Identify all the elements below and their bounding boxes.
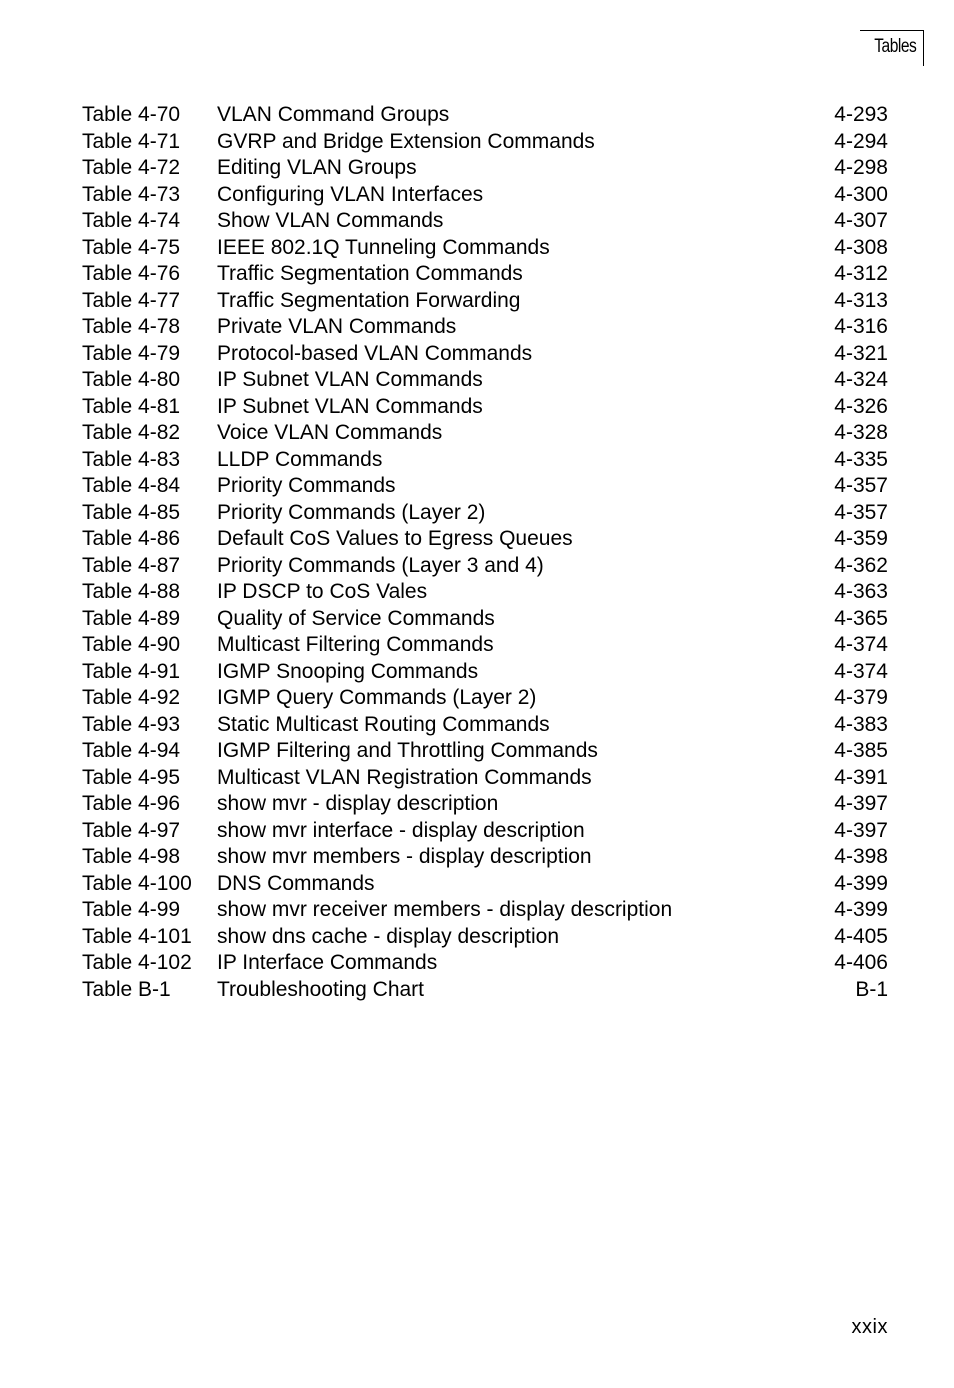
table-title: Private VLAN Commands: [217, 315, 457, 338]
table-title: Priority Commands (Layer 2): [217, 500, 486, 524]
toc-entry[interactable]: [82, 659, 888, 686]
table-title: VLAN Command Groups: [217, 103, 450, 126]
page-number: xxix: [851, 1316, 888, 1338]
table-number: Table 4-71: [82, 129, 181, 153]
toc-entry[interactable]: [82, 235, 888, 262]
toc-entry[interactable]: [82, 765, 888, 792]
toc-entry[interactable]: [82, 844, 888, 871]
page-reference: 4-324: [834, 368, 888, 391]
table-title: IP Subnet VLAN Commands: [217, 368, 483, 391]
table-number: Table 4-91: [82, 659, 181, 683]
table-number: Table 4-78: [82, 315, 181, 338]
toc-entry[interactable]: [82, 341, 888, 368]
page-reference: 4-359: [834, 527, 888, 550]
toc-entry[interactable]: [82, 314, 888, 341]
table-number: Table 4-83: [82, 447, 181, 471]
table-number: Table 4-80: [82, 368, 181, 391]
table-title: IEEE 802.1Q Tunneling Commands: [217, 235, 550, 259]
table-number: Table 4-92: [82, 686, 181, 709]
toc-entry[interactable]: [82, 500, 888, 527]
toc-entry[interactable]: [82, 447, 888, 474]
toc-entry[interactable]: [82, 288, 888, 315]
page-reference: 4-300: [834, 182, 888, 206]
toc-entry[interactable]: [82, 977, 888, 1004]
toc-entry[interactable]: [82, 871, 888, 898]
page-reference: 4-406: [834, 951, 888, 974]
table-title: show mvr members - display description: [217, 845, 592, 868]
table-title: Voice VLAN Commands: [217, 421, 443, 444]
page-reference: 4-391: [834, 765, 888, 789]
table-number: Table 4-94: [82, 739, 181, 762]
page-reference: 4-326: [834, 394, 888, 418]
page-reference: 4-357: [834, 500, 888, 524]
toc-entry[interactable]: [82, 579, 888, 606]
page-reference: 4-397: [834, 792, 888, 815]
page-reference: 4-293: [834, 103, 888, 126]
toc-entry[interactable]: [82, 394, 888, 421]
table-number: Table 4-95: [82, 765, 181, 789]
toc-entry[interactable]: [82, 182, 888, 209]
toc-entry[interactable]: [82, 924, 888, 951]
table-title: Static Multicast Routing Commands: [217, 712, 550, 736]
table-number: Table 4-93: [82, 712, 181, 736]
table-title: IGMP Query Commands (Layer 2): [217, 686, 537, 709]
page-reference: 4-383: [834, 712, 888, 736]
table-title: Quality of Service Commands: [217, 606, 495, 630]
table-number: Table 4-89: [82, 606, 181, 630]
table-number: Table 4-97: [82, 818, 181, 842]
page-reference: 4-399: [834, 898, 888, 921]
table-title: Traffic Segmentation Forwarding: [217, 288, 521, 312]
table-number: Table 4-98: [82, 845, 181, 868]
page-reference: 4-379: [834, 686, 888, 709]
table-number: Table 4-90: [82, 633, 181, 656]
page-reference: 4-398: [834, 845, 888, 868]
page-reference: 4-308: [834, 235, 888, 259]
table-number: Table 4-101: [82, 924, 192, 948]
table-title: show mvr receiver members - display description: [217, 898, 673, 921]
page-reference: 4-307: [834, 209, 888, 232]
table-title: Configuring VLAN Interfaces: [217, 182, 484, 206]
table-number: Table 4-72: [82, 156, 181, 179]
table-title: show mvr interface - display description: [217, 818, 585, 842]
toc-entry[interactable]: [82, 950, 888, 977]
table-number: Table 4-76: [82, 262, 181, 285]
table-number: Table 4-100: [82, 871, 192, 895]
table-title: DNS Commands: [217, 871, 375, 895]
table-number: Table 4-74: [82, 209, 181, 232]
table-title: show mvr - display description: [217, 792, 499, 815]
table-number: Table 4-96: [82, 792, 181, 815]
table-number: Table 4-102: [82, 951, 192, 974]
table-title: Editing VLAN Groups: [217, 156, 417, 179]
page-reference: 4-335: [834, 447, 888, 471]
toc-entry[interactable]: [82, 102, 888, 129]
table-title: LLDP Commands: [217, 447, 383, 471]
page-reference: 4-313: [834, 288, 888, 312]
toc-entry[interactable]: [82, 367, 888, 394]
page-reference: 4-294: [834, 129, 888, 153]
table-number: Table 4-77: [82, 288, 181, 312]
page-reference: 4-374: [834, 633, 888, 656]
table-title: Multicast VLAN Registration Commands: [217, 765, 592, 789]
table-number: Table 4-75: [82, 235, 181, 259]
list-of-tables: [82, 102, 888, 1003]
page-reference: 4-298: [834, 156, 888, 179]
toc-entry[interactable]: [82, 738, 888, 765]
toc-entry[interactable]: [82, 473, 888, 500]
table-title: Priority Commands (Layer 3 and 4): [217, 553, 544, 577]
table-number: Table 4-99: [82, 898, 181, 921]
page-reference: 4-405: [834, 924, 888, 948]
toc-entry[interactable]: [82, 526, 888, 553]
toc-entry[interactable]: [82, 897, 888, 924]
table-title: GVRP and Bridge Extension Commands: [217, 129, 595, 153]
page-reference: 4-397: [834, 818, 888, 842]
table-title: IGMP Snooping Commands: [217, 659, 479, 683]
table-number: Table B-1: [82, 977, 171, 1001]
table-number: Table 4-70: [82, 103, 181, 126]
page-reference: 4-365: [834, 606, 888, 630]
toc-entry[interactable]: [82, 155, 888, 182]
page-reference: 4-399: [834, 871, 888, 895]
toc-entry[interactable]: [82, 818, 888, 845]
table-number: Table 4-84: [82, 474, 181, 497]
toc-entry[interactable]: [82, 420, 888, 447]
toc-entry[interactable]: [82, 791, 888, 818]
toc-entry[interactable]: [82, 685, 888, 712]
table-title: Default CoS Values to Egress Queues: [217, 527, 573, 550]
page-reference: 4-385: [834, 739, 888, 762]
table-number: Table 4-81: [82, 394, 181, 418]
table-number: Table 4-73: [82, 182, 181, 206]
table-title: IGMP Filtering and Throttling Commands: [217, 739, 598, 762]
toc-entry[interactable]: [82, 261, 888, 288]
toc-entry[interactable]: [82, 553, 888, 580]
table-title: Troubleshooting Chart: [217, 977, 425, 1001]
table-title: Protocol-based VLAN Commands: [217, 341, 533, 365]
table-title: Multicast Filtering Commands: [217, 633, 494, 656]
table-number: Table 4-79: [82, 341, 181, 365]
table-number: Table 4-82: [82, 421, 181, 444]
toc-entry[interactable]: [82, 208, 888, 235]
table-title: show dns cache - display description: [217, 924, 560, 948]
table-number: Table 4-88: [82, 580, 181, 603]
table-title: IP Subnet VLAN Commands: [217, 394, 483, 418]
page-reference: 4-321: [834, 341, 888, 365]
table-title: Priority Commands: [217, 474, 396, 497]
toc-entry[interactable]: [82, 606, 888, 633]
table-number: Table 4-86: [82, 527, 181, 550]
page-reference: 4-374: [834, 659, 888, 683]
page-reference: 4-362: [834, 553, 888, 577]
page-reference: 4-328: [834, 421, 888, 444]
page-reference: B-1: [855, 977, 888, 1001]
table-title: IP Interface Commands: [217, 951, 438, 974]
section-label: Tables: [873, 36, 916, 57]
toc-entry[interactable]: [82, 632, 888, 659]
toc-entry[interactable]: [82, 712, 888, 739]
page-reference: 4-316: [834, 315, 888, 338]
page-reference: 4-312: [834, 262, 888, 285]
page-reference: 4-357: [834, 474, 888, 497]
table-title: Show VLAN Commands: [217, 209, 444, 232]
toc-entry[interactable]: [82, 129, 888, 156]
table-number: Table 4-85: [82, 500, 181, 524]
page-reference: 4-363: [834, 580, 888, 603]
table-title: Traffic Segmentation Commands: [217, 262, 523, 285]
table-title: IP DSCP to CoS Vales: [217, 580, 428, 603]
table-number: Table 4-87: [82, 553, 181, 577]
